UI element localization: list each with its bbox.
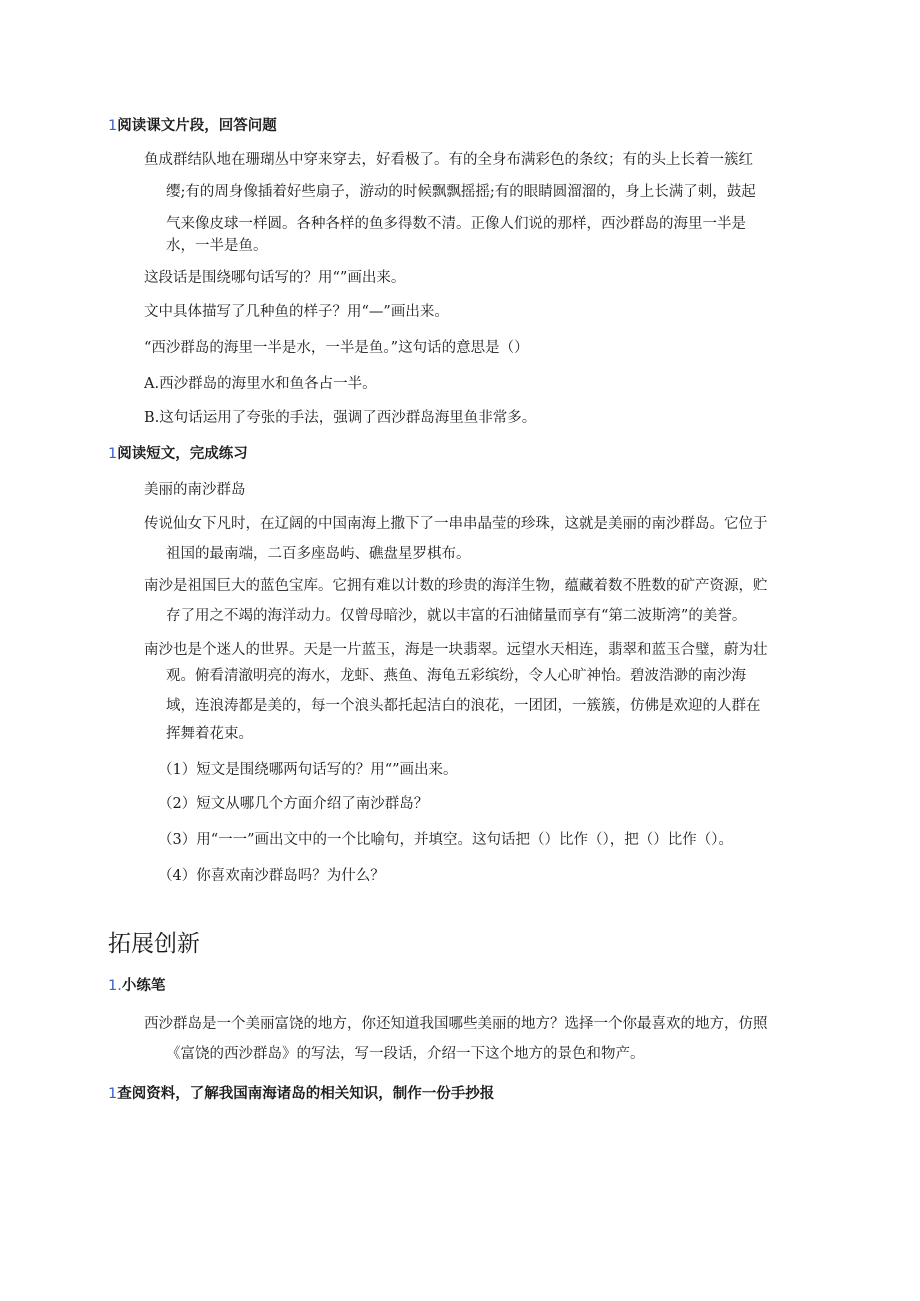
q4-title: 查阅资料，了解我国南海诸岛的相关知识，制作一份手抄报 (117, 1086, 495, 1102)
article-paragraph-line: 观。俯看清澈明亮的海水，龙虾、燕鱼、海龟五彩缤纷，令人心旷神怡。碧波浩渺的南沙海 (166, 668, 746, 684)
article-paragraph-line: 祖国的最南端，二百多座岛屿、礁盘星罗棋布。 (166, 546, 471, 562)
q2-number: 1 (108, 446, 118, 462)
q3-line: 西沙群岛是一个美丽富饶的地方，你还知道我国哪些美丽的地方？选择一个你最喜欢的地方，仿照 (144, 1016, 768, 1032)
q1-title: 阅读课文片段，回答问题 (117, 118, 277, 134)
q2-title: 阅读短文，完成练习 (117, 446, 248, 462)
q1-heading (108, 116, 277, 136)
q3-title: 小练笔 (121, 978, 166, 994)
section-title: 拓展创新 (108, 931, 200, 957)
article-paragraph-line: 南沙是祖国巨大的蓝色宝库。它拥有难以计数的珍贵的海洋生物，蕴藏着数不胜数的矿产资源，贮 (144, 578, 768, 594)
article-paragraph-line: 挥舞着花束。 (166, 726, 253, 742)
q2-question: （3）用“一一”画出文中的一个比喻句，并填空。这句话把（）比作（），把（）比作（）。 (158, 832, 734, 848)
q2-question: （4）你喜欢南沙群岛吗？为什么？ (158, 868, 385, 884)
q1-option-a: A.西沙群岛的海里水和鱼各占一半。 (144, 376, 377, 392)
q1-option-b: B.这句话运用了夸张的手法，强调了西沙群岛海里鱼非常多。 (144, 410, 537, 426)
q1-question: 文中具体描写了几种鱼的样子？用“—”画出来。 (144, 304, 449, 320)
q1-passage-line: 气来像皮球一样圆。各种各样的鱼多得数不清。正像人们说的那样，西沙群岛的海里一半是 (166, 216, 746, 232)
article-paragraph-line: 域，连浪涛都是美的，每一个浪头都托起洁白的浪花，一团团，一簇簇，仿佛是欢迎的人群在 (166, 698, 761, 714)
q2-heading (108, 444, 248, 464)
q3-heading (108, 976, 165, 996)
article-paragraph-line: 南沙也是个迷人的世界。天是一片蓝玉，海是一块翡翠。远望水天相连，翡翠和蓝玉合璧，蔚为壮 (144, 642, 768, 658)
q4-number: 1 (108, 1086, 118, 1102)
q1-question: 这段话是围绕哪句话写的？用“”画出来。 (144, 270, 406, 286)
q4-heading (108, 1084, 494, 1104)
q3-number: 1. (108, 978, 122, 994)
q1-question: “西沙群岛的海里一半是水，一半是鱼。”这句话的意思是（） (144, 340, 529, 356)
article-paragraph-line: 存了用之不竭的海洋动力。仅曾母暗沙，就以丰富的石油储量而享有“第二波斯湾”的美誉。 (166, 608, 747, 624)
q1-passage-line: 鱼成群结队地在珊瑚丛中穿来穿去，好看极了。有的全身布满彩色的条纹；有的头上长着一簇红 (144, 152, 753, 168)
article-title: 美丽的南沙群岛 (144, 482, 246, 498)
article-paragraph-line: 传说仙女下凡时，在辽阔的中国南海上撒下了一串串晶莹的珍珠，这就是美丽的南沙群岛。它位于 (144, 516, 768, 532)
q1-number: 1 (108, 118, 118, 134)
q2-question: （2）短文从哪几个方面介绍了南沙群岛？ (158, 796, 429, 812)
q2-question: （1）短文是围绕哪两句话写的？用“”画出来。 (158, 762, 458, 778)
q3-line: 《富饶的西沙群岛》的写法，写一段话，介绍一下这个地方的景色和物产。 (166, 1046, 645, 1062)
q1-passage-line: 水，一半是鱼。 (166, 238, 268, 254)
q1-passage-line: 缨;有的周身像插着好些扇子，游动的时候飘飘摇摇;有的眼睛圆溜溜的，身上长满了刺，鼓起 (166, 184, 756, 200)
